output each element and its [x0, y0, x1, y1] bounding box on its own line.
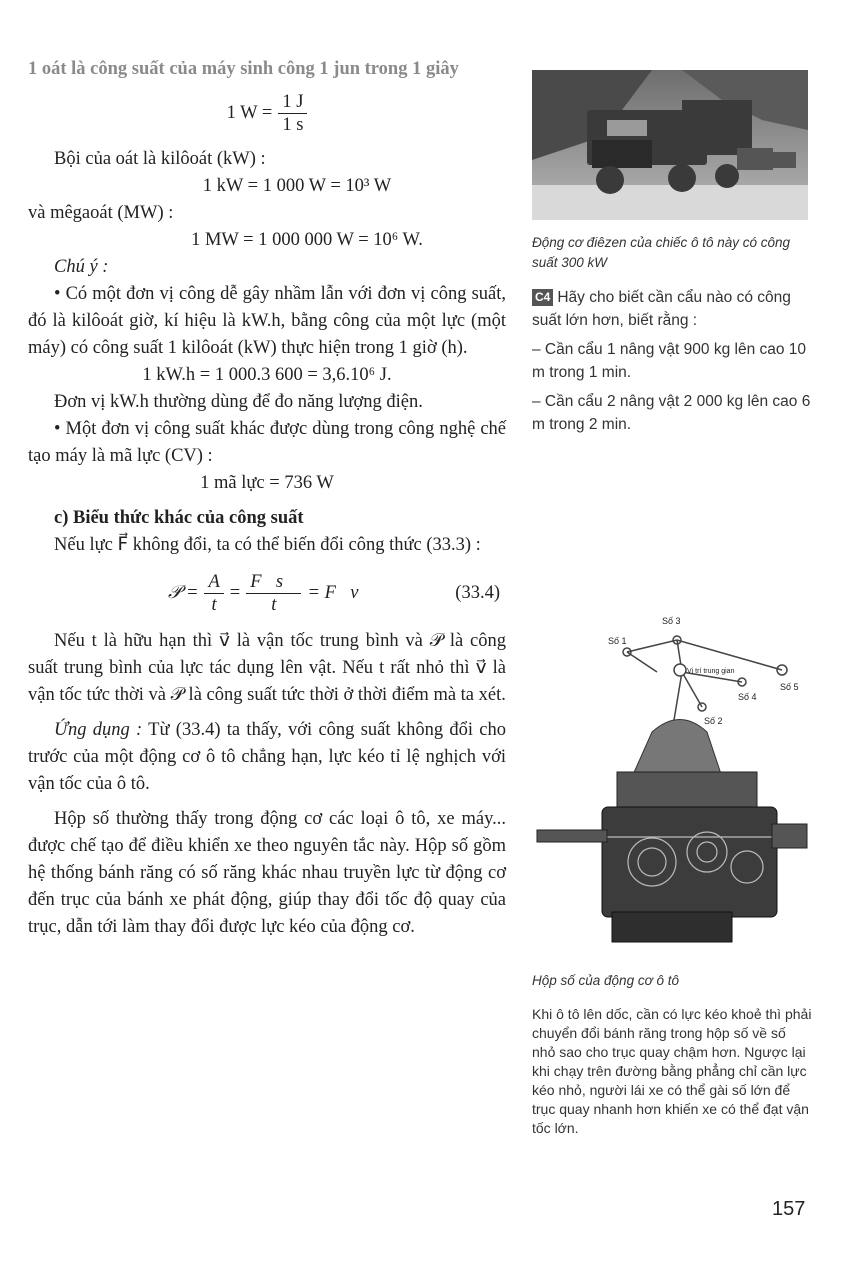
watt-fraction-den: 1 s: [282, 115, 304, 135]
watt-fraction: [278, 91, 307, 136]
application-label: Ứng dụng :: [54, 720, 143, 740]
average-paragraph: Nếu t là hữu hạn thì v⃗ là vận tốc trung bình và 𝒫 là công suất trung bình của lực tác dụng lên vật. Nếu t rất nhỏ thì v⃗ là vận tốc tức thời và 𝒫 là công suất tức thời ở thời điểm mà ta xét.: [28, 631, 506, 705]
gear-label-5: Số 5: [780, 682, 799, 692]
watt-eq-lhs: 1 W =: [226, 103, 273, 123]
kw-equation: 1 kW = 1 000 W = 10³ W: [202, 176, 392, 196]
mw-equation: 1 MW = 1 000 000 W = 10⁶ W.: [191, 230, 423, 250]
note-bullet-2: • Một đơn vị công suất khác được dùng trong công nghệ chế tạo máy là mã lực (CV) :: [28, 419, 506, 466]
gearbox-caption: Hộp số của động cơ ô tô: [532, 973, 680, 988]
watt-fraction-num: 1 J: [278, 91, 307, 114]
kwh-usage: Đơn vị kW.h thường dùng để đo năng lượng điện.: [54, 392, 423, 412]
gear-label-1: Số 1: [608, 636, 627, 646]
power-frac-1-num: A: [204, 571, 223, 594]
main-column: [28, 56, 506, 941]
horsepower-equation: 1 mã lực = 736 W: [200, 473, 334, 493]
power-equation: [168, 571, 506, 616]
power-frac-2: [246, 571, 301, 616]
gear-label-4: Số 4: [738, 692, 757, 702]
power-symbol: 𝒫 =: [168, 583, 199, 603]
gear-label-neutral: Vị trí trung gian: [687, 668, 735, 675]
truck-caption: Động cơ điêzen của chiếc ô tô này có công suất 300 kW: [532, 235, 791, 270]
crane-1-text: – Cần cẩu 1 nâng vật 900 kg lên cao 10 m trong 1 min.: [532, 341, 807, 381]
note-title: Chú ý :: [54, 257, 109, 277]
truck-photo: [532, 70, 808, 220]
definition-text: 1 oát là công suất của máy sinh công 1 jun trong 1 giây: [28, 59, 459, 79]
gearbox-paragraph: Hộp số thường thấy trong động cơ các loại ô tô, xe máy... được chế tạo để điều khiển xe theo nguyên tắc này. Hộp số gồm hệ thống bánh răng có số răng khác nhau truyền lực từ động cơ đến trục của bánh xe phát động, giúp thay đổi tốc độ quay của trục, dẫn tới làm thay đổi được lực kéo của động cơ.: [28, 809, 506, 937]
application-paragraph: [28, 717, 506, 798]
note-bullet-1: • Có một đơn vị công dễ gây nhầm lẫn với đơn vị công suất, đó là kilôoát giờ, kí hiệu là kW.h, bằng công của một lực (một máy) có công suất 1 kilôoát (kW) thực hiện trong 1 giờ (h).: [28, 284, 506, 358]
gear-label-3: Số 3: [662, 616, 681, 626]
c4-question-block: [532, 286, 812, 436]
gear-label-2: Số 2: [704, 716, 723, 726]
power-frac-2-num: F⃗s⃗: [246, 571, 301, 594]
kw-intro: Bội của oát là kilôoát (kW) :: [54, 149, 266, 169]
application-text: Từ (33.4) ta thấy, với công suất không đổi cho trước của một động cơ ô tô chẳng hạn, lực kéo tỉ lệ nghịch với vận tốc của ô tô.: [28, 720, 507, 794]
c4-question-text: Hãy cho biết cần cẩu nào có công suất lớn hơn, biết rằng :: [532, 289, 791, 329]
force-paragraph: Nếu lực F⃗ không đổi, ta có thể biến đổi công thức (33.3) :: [54, 535, 481, 555]
power-equals: =: [229, 583, 241, 603]
power-frac-2-den: t: [271, 595, 277, 615]
c4-badge: C4: [532, 289, 553, 306]
power-rhs: = F⃗v⃗: [307, 583, 373, 603]
page-number: 157: [772, 1198, 806, 1220]
section-c-heading: c) Biểu thức khác của công suất: [54, 508, 304, 528]
gearbox-figure: [532, 612, 812, 1138]
crane-2-text: – Cần cẩu 2 nâng vật 2 000 kg lên cao 6 m trong 2 min.: [532, 393, 811, 433]
watt-equation: [28, 91, 506, 136]
gearbox-diagram: [532, 612, 812, 957]
gearbox-note: Khi ô tô lên dốc, cần có lực kéo khoẻ thì phải chuyển đổi bánh răng trong hộp số về số nhỏ sao cho trục quay chậm hơn. Ngược lại khi chạy trên đường bằng phẳng chỉ cần lực kéo nhỏ, người lái xe có thể gài số lớn để trục quay nhanh hơn khiến xe có thể đạt vận tốc lớn.: [532, 1006, 812, 1136]
gearbox-drawing: [532, 612, 812, 957]
power-frac-1-den: t: [211, 595, 217, 615]
equation-number: (33.4): [455, 583, 500, 603]
c4-question: [532, 286, 812, 332]
mw-intro: và mêgaoát (MW) :: [28, 203, 174, 223]
power-frac-1: [204, 571, 223, 616]
kwh-equation: 1 kW.h = 1 000.3 600 = 3,6.10⁶ J.: [142, 365, 392, 385]
truck-figure: [532, 70, 812, 273]
